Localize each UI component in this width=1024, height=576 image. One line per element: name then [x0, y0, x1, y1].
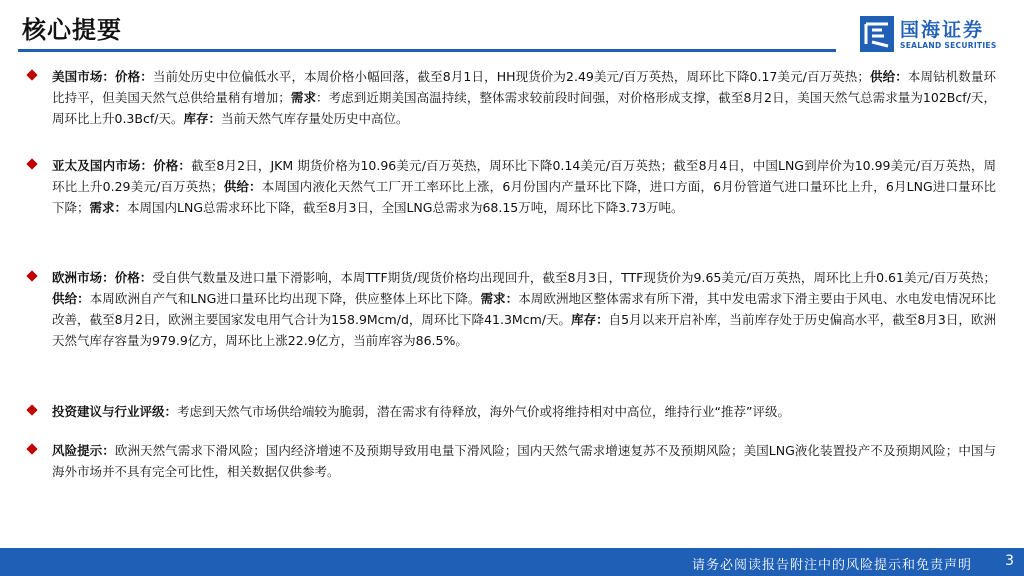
section-text — [52, 267, 996, 351]
bold-label: 库存： — [183, 111, 221, 126]
sealand-logo-icon — [860, 16, 894, 52]
bold-label: 美国市场： — [52, 69, 116, 84]
bold-label: 需求 — [290, 90, 317, 105]
diamond-bullet-icon — [26, 270, 37, 281]
section-text — [52, 401, 996, 422]
body-text: 当前处历史中位偏低水平，本周价格小幅回落，截至8月1日，HH现货价为2.49美元/百万英热，周环比下降0.17美元/百万英热； — [152, 69, 870, 84]
title-underline — [18, 49, 836, 52]
bold-label: 需求： — [89, 200, 128, 215]
bold-label: 价格： — [153, 158, 192, 173]
body-text: 截至8月2日，JKM 期货价格为10.96美元/百万英热，周环比下降0.14美元/百万英热；截至8月4日，中国LNG到岸价为10.99美元/百万英热，周环比上升0.29美元/百万英热； — [52, 158, 996, 194]
bold-label: 供给： — [223, 179, 262, 194]
company-logo — [860, 14, 1010, 58]
section-asia-pacific-market — [28, 155, 996, 218]
page-number: 3 — [1005, 553, 1014, 569]
section-text — [52, 155, 996, 218]
footer-bar — [0, 548, 1024, 576]
bold-label: 风险提示： — [52, 443, 115, 458]
bold-label: 库存： — [571, 312, 609, 327]
bold-label: 亚太及国内市场： — [52, 158, 154, 173]
diamond-bullet-icon — [26, 69, 37, 80]
footer-disclaimer: 请务必阅读报告附注中的风险提示和免责声明 — [691, 558, 972, 573]
logo-chinese-name: 国海证券 — [900, 19, 985, 41]
section-text — [52, 440, 996, 482]
bold-label: 价格： — [114, 270, 153, 285]
bold-label: 欧洲市场： — [52, 270, 115, 285]
section-europe-market — [28, 267, 996, 351]
bold-label: 供给： — [52, 291, 90, 306]
diamond-bullet-icon — [26, 404, 37, 415]
diamond-bullet-icon — [26, 158, 37, 169]
page-title: 核心提要 — [22, 16, 122, 44]
body-text: 本周欧洲自产气和LNG进口量环比均出现下降，供应整体上环比下降。 — [89, 291, 481, 306]
body-text: ：考虑到近期美国高温持续，整体需求较前段时间强，对价格形成支撑，截至8月2日，美国天然气总需求量为102Bcf/天，周环比上升0.3Bcf/天。 — [52, 90, 996, 126]
body-text: 受自供气数量及进口量下滑影响，本周TTF期货/现货价格均出现回升，截至8月3日，TTF现货价为9.65美元/百万英热，周环比上升0.61美元/百万英热； — [152, 270, 996, 285]
section-us-market — [28, 66, 996, 129]
diamond-bullet-icon — [26, 443, 37, 454]
bold-label: 价格： — [115, 69, 153, 84]
body-text: 本周钻机数量环比持平，但美国天然气总供给量稍有增加； — [52, 69, 996, 105]
body-text: 当前天然气库存量处历史中高位。 — [220, 111, 409, 126]
section-investment-advice — [28, 401, 996, 422]
logo-english-name: SEALAND SECURITIES — [900, 41, 997, 50]
body-text: 本周欧洲地区整体需求有所下滑，其中发电需求下滑主要由于风电、水电发电情况环比改善，截至8月2日，欧洲主要国家发电用气合计为158.9Mcm/d，周环比下降41.3Mcm/天。 — [52, 291, 996, 327]
bold-label: 需求： — [480, 291, 519, 306]
body-text: 本周国内LNG总需求环比下降，截至8月3日，全国LNG总需求为68.15万吨，周环比下降3.73万吨。 — [127, 200, 684, 215]
body-text: 考虑到天然气市场供给端较为脆弱，潜在需求有待释放，海外气价或将维持相对中高位，维持行业“推荐”评级。 — [177, 404, 790, 419]
bold-label: 投资建议与行业评级： — [52, 404, 178, 419]
body-text: 欧洲天然气需求下滑风险；国内经济增速不及预期导致用电量下滑风险；国内天然气需求增速复苏不及预期风险；美国LNG液化装置投产不及预期风险；中国与海外市场并不具有完全可比性，相关数据仅供参考。 — [52, 443, 996, 479]
section-text — [52, 66, 996, 129]
body-text: 自5月以来开启补库，当前库存处于历史偏高水平，截至8月3日，欧洲天然气库存容量为979.9亿方，周环比上涨22.9亿方，当前库容为86.5%。 — [52, 312, 996, 348]
section-risk-warning — [28, 440, 996, 482]
body-text: 本周国内液化天然气工厂开工率环比上涨，6月份国内产量环比下降，进口方面，6月份管道气进口量环比上升，6月LNG进口量环比下降； — [52, 179, 996, 215]
bold-label: 供给： — [869, 69, 908, 84]
